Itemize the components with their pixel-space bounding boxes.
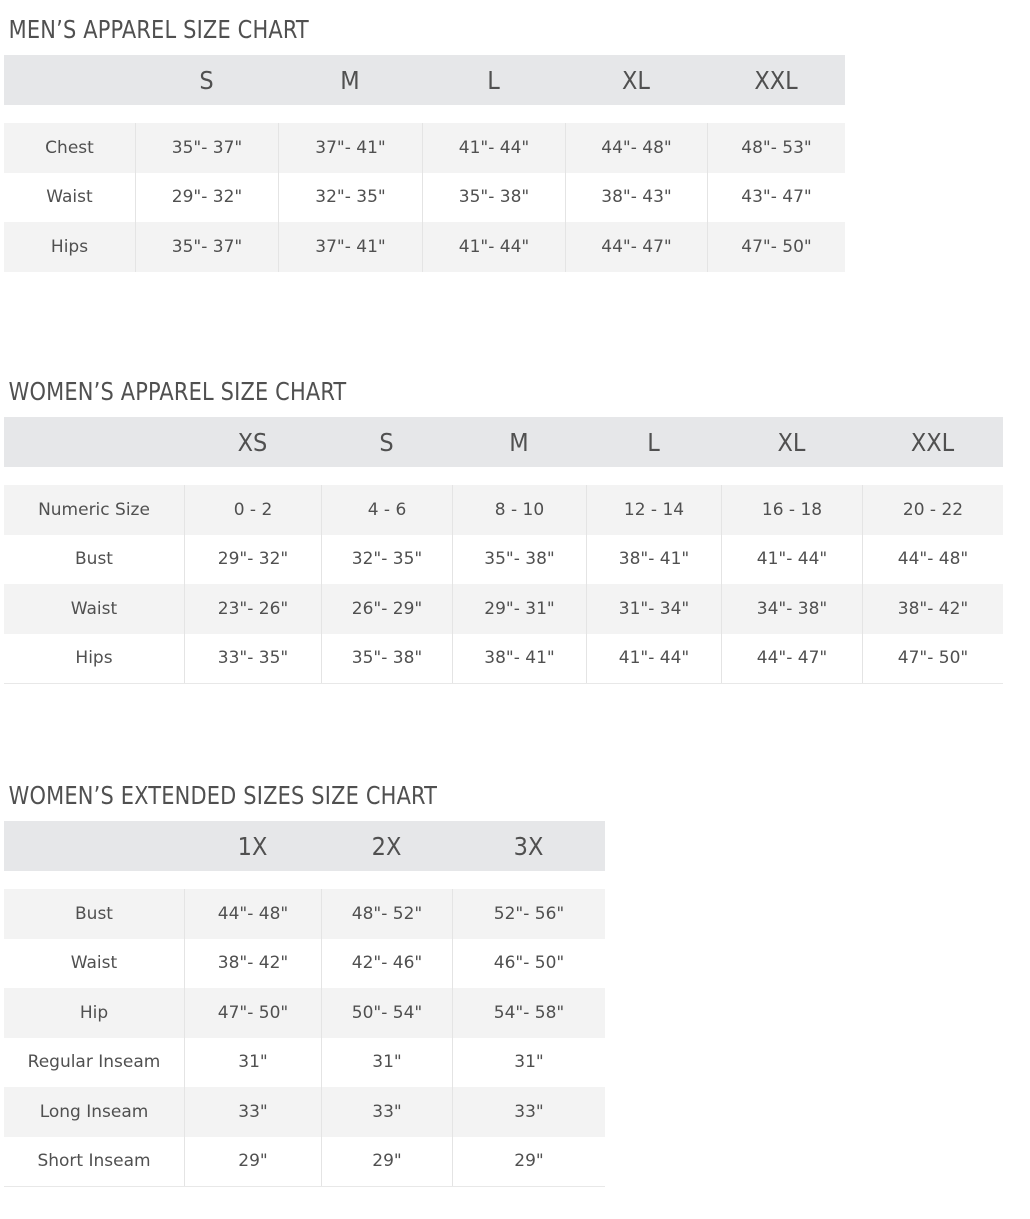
womens-size-header	[4, 417, 1003, 467]
table-cell: 38"- 42"	[184, 939, 321, 989]
size-header: XL	[777, 427, 806, 457]
header-empty	[4, 821, 184, 871]
table-cell: 31"	[321, 1038, 452, 1088]
size-header: 1X	[237, 831, 268, 861]
table-cell: 37"- 41"	[278, 222, 422, 272]
table-cell: 47"- 50"	[184, 988, 321, 1038]
mens-size-header	[4, 55, 845, 105]
table-row	[4, 222, 845, 272]
table-row	[4, 634, 1003, 684]
table-cell: 23"- 26"	[184, 584, 321, 634]
row-label: Regular Inseam	[27, 1052, 161, 1073]
table-cell: 44"- 48"	[862, 535, 1003, 585]
womens-table-body	[4, 485, 1003, 684]
table-cell: 35"- 38"	[422, 173, 565, 223]
size-header: L	[487, 65, 500, 95]
table-cell: 33"	[452, 1087, 605, 1137]
size-header: L	[647, 427, 660, 457]
table-row	[4, 889, 605, 939]
womens-extended-table-body	[4, 889, 605, 1187]
table-cell: 41"- 44"	[422, 222, 565, 272]
row-label: Numeric Size	[38, 499, 150, 520]
table-cell: 35"- 37"	[135, 222, 278, 272]
table-cell: 52"- 56"	[452, 889, 605, 939]
table-cell: 43"- 47"	[707, 173, 845, 223]
table-cell: 29"- 32"	[184, 535, 321, 585]
table-row	[4, 939, 605, 989]
table-cell: 0 - 2	[184, 485, 321, 535]
table-cell: 20 - 22	[862, 485, 1003, 535]
table-cell: 47"- 50"	[707, 222, 845, 272]
table-cell: 50"- 54"	[321, 988, 452, 1038]
womens-extended-size-header	[4, 821, 605, 871]
table-cell: 41"- 44"	[586, 634, 721, 684]
table-cell: 29"	[184, 1137, 321, 1187]
table-cell: 8 - 10	[452, 485, 586, 535]
header-empty	[4, 417, 184, 467]
table-cell: 4 - 6	[321, 485, 452, 535]
table-row	[4, 535, 1003, 585]
table-cell: 44"- 48"	[184, 889, 321, 939]
table-cell: 41"- 44"	[721, 535, 862, 585]
table-row	[4, 173, 845, 223]
row-label: Hips	[75, 648, 113, 669]
table-cell: 35"- 37"	[135, 123, 278, 173]
table-cell: 41"- 44"	[422, 123, 565, 173]
size-header: S	[379, 427, 394, 457]
table-cell: 44"- 47"	[721, 634, 862, 684]
size-header: XS	[237, 427, 268, 457]
table-cell: 33"	[184, 1087, 321, 1137]
table-cell: 29"- 32"	[135, 173, 278, 223]
table-cell: 38"- 41"	[586, 535, 721, 585]
size-header: 3X	[513, 831, 544, 861]
table-cell: 37"- 41"	[278, 123, 422, 173]
header-empty	[4, 55, 135, 105]
table-row	[4, 1038, 605, 1088]
row-label: Long Inseam	[39, 1101, 149, 1122]
mens-chart-title: MEN’S APPAREL SIZE CHART	[8, 15, 309, 44]
table-cell: 34"- 38"	[721, 584, 862, 634]
table-cell: 33"- 35"	[184, 634, 321, 684]
table-cell: 46"- 50"	[452, 939, 605, 989]
row-label: Hip	[79, 1002, 109, 1023]
table-cell: 54"- 58"	[452, 988, 605, 1038]
table-row	[4, 584, 1003, 634]
table-cell: 44"- 47"	[565, 222, 707, 272]
table-row	[4, 485, 1003, 535]
table-cell: 38"- 43"	[565, 173, 707, 223]
table-cell: 31"	[452, 1038, 605, 1088]
row-label: Short Inseam	[37, 1151, 151, 1172]
table-row	[4, 988, 605, 1038]
size-header: S	[199, 65, 214, 95]
womens-chart-title: WOMEN’S APPAREL SIZE CHART	[8, 377, 347, 406]
table-cell: 42"- 46"	[321, 939, 452, 989]
table-cell: 12 - 14	[586, 485, 721, 535]
mens-table-body	[4, 123, 845, 272]
womens-extended-chart-title: WOMEN’S EXTENDED SIZES SIZE CHART	[8, 781, 438, 810]
table-cell: 33"	[321, 1087, 452, 1137]
table-cell: 32"- 35"	[321, 535, 452, 585]
womens-size-chart	[4, 372, 1003, 684]
size-header: XL	[622, 65, 650, 95]
row-label: Hips	[50, 236, 89, 257]
table-cell: 31"	[184, 1038, 321, 1088]
table-cell: 29"- 31"	[452, 584, 586, 634]
mens-size-chart	[4, 10, 845, 272]
table-cell: 32"- 35"	[278, 173, 422, 223]
size-header: XXL	[910, 427, 955, 457]
table-cell: 31"- 34"	[586, 584, 721, 634]
size-header: 2X	[371, 831, 402, 861]
size-header: XXL	[754, 65, 798, 95]
table-cell: 26"- 29"	[321, 584, 452, 634]
table-cell: 16 - 18	[721, 485, 862, 535]
womens-extended-size-chart	[4, 776, 605, 1187]
row-label: Bust	[75, 549, 113, 570]
table-cell: 38"- 42"	[862, 584, 1003, 634]
table-cell: 48"- 52"	[321, 889, 452, 939]
row-label: Waist	[46, 187, 93, 208]
table-row	[4, 1087, 605, 1137]
table-row	[4, 123, 845, 173]
size-header: M	[509, 427, 529, 457]
table-cell: 47"- 50"	[862, 634, 1003, 684]
table-cell: 44"- 48"	[565, 123, 707, 173]
table-cell: 29"	[321, 1137, 452, 1187]
table-cell: 35"- 38"	[452, 535, 586, 585]
size-header: M	[340, 65, 360, 95]
table-cell: 48"- 53"	[707, 123, 845, 173]
table-cell: 38"- 41"	[452, 634, 586, 684]
table-row	[4, 1137, 605, 1187]
table-cell: 29"	[452, 1137, 605, 1187]
row-label: Waist	[70, 953, 118, 974]
row-label: Chest	[45, 137, 94, 158]
row-label: Bust	[75, 903, 113, 924]
row-label: Waist	[70, 598, 118, 619]
table-cell: 35"- 38"	[321, 634, 452, 684]
